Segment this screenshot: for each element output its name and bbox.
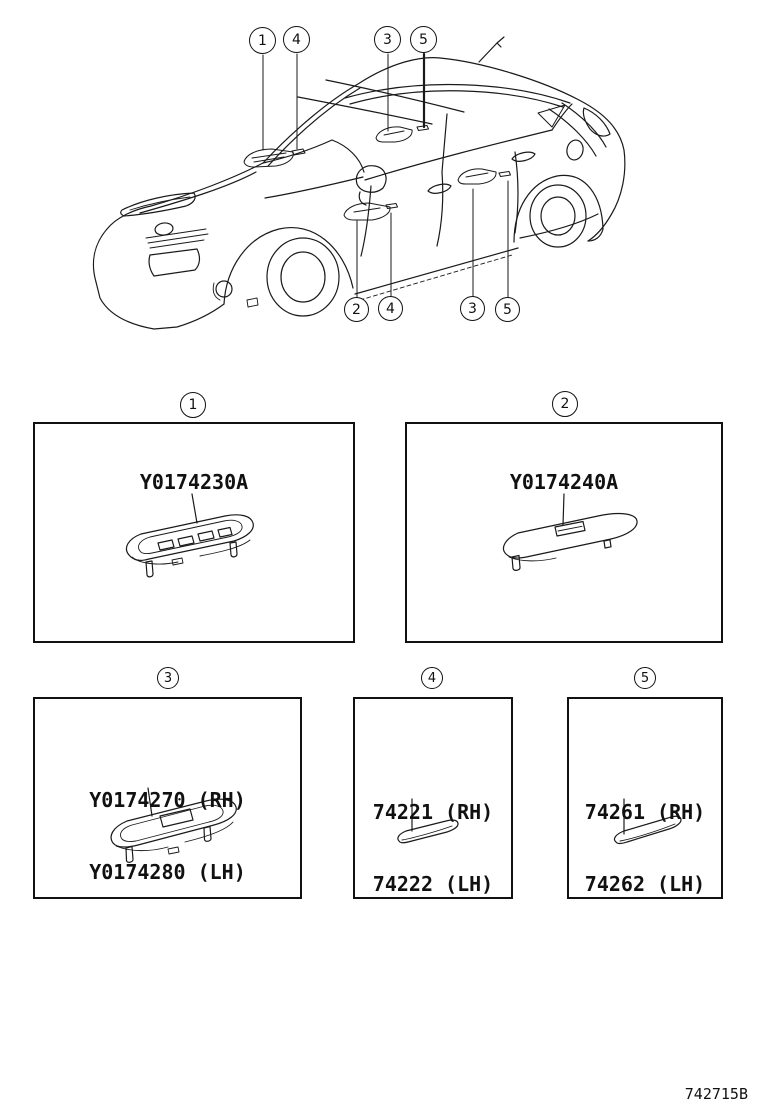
part-number: Y0174230A bbox=[139, 470, 249, 494]
part-number-lh: 74222 (LH) bbox=[372, 872, 494, 896]
callout-number: 3 bbox=[163, 670, 173, 686]
callout-number: 2 bbox=[352, 301, 361, 318]
car-body bbox=[93, 37, 624, 329]
callout-2-bottom bbox=[344, 297, 369, 322]
callout-number: 1 bbox=[188, 397, 198, 413]
callout-number: 5 bbox=[503, 301, 512, 318]
callout-1-top bbox=[249, 27, 276, 54]
callout-number: 5 bbox=[419, 31, 428, 48]
part-box-3-badge bbox=[157, 667, 179, 689]
callout-number: 3 bbox=[383, 31, 392, 48]
on-car-part-glyphs bbox=[244, 126, 511, 221]
part-number-label-2 bbox=[405, 470, 723, 494]
part-box-1-badge bbox=[180, 392, 206, 418]
callout-5-bottom bbox=[495, 297, 520, 322]
callout-3-top bbox=[374, 26, 401, 53]
part-box-4-badge bbox=[421, 667, 443, 689]
part-number-label-5 bbox=[567, 752, 723, 944]
part-number-label-1 bbox=[33, 470, 355, 494]
part-number-label-3 bbox=[33, 740, 302, 932]
callout-number: 4 bbox=[386, 300, 395, 317]
part-box-2-badge bbox=[552, 391, 578, 417]
callout-number: 5 bbox=[640, 670, 650, 686]
part-number-rh: Y0174270 (RH) bbox=[89, 788, 246, 812]
part-box-1 bbox=[33, 422, 355, 643]
part-number-rh: 74221 (RH) bbox=[372, 800, 494, 824]
callout-number: 4 bbox=[292, 31, 301, 48]
callout-number: 3 bbox=[468, 300, 477, 317]
part-number-label-4 bbox=[353, 752, 513, 944]
callout-number: 1 bbox=[258, 32, 267, 49]
part-number-lh: 74262 (LH) bbox=[584, 872, 706, 896]
callout-5-top bbox=[410, 26, 437, 53]
part-number-lh: Y0174280 (LH) bbox=[89, 860, 246, 884]
part-number: Y0174240A bbox=[509, 470, 619, 494]
callout-leader-lines bbox=[263, 54, 508, 297]
callout-number: 4 bbox=[427, 670, 437, 686]
part-box-2 bbox=[405, 422, 723, 643]
callout-4-top bbox=[283, 26, 310, 53]
part-box-5-badge bbox=[634, 667, 656, 689]
callout-3-bottom bbox=[460, 296, 485, 321]
part-number-rh: 74261 (RH) bbox=[584, 800, 706, 824]
callout-4-bottom bbox=[378, 296, 403, 321]
callout-number: 2 bbox=[560, 396, 570, 412]
figure-code: 742715B bbox=[684, 1085, 748, 1103]
